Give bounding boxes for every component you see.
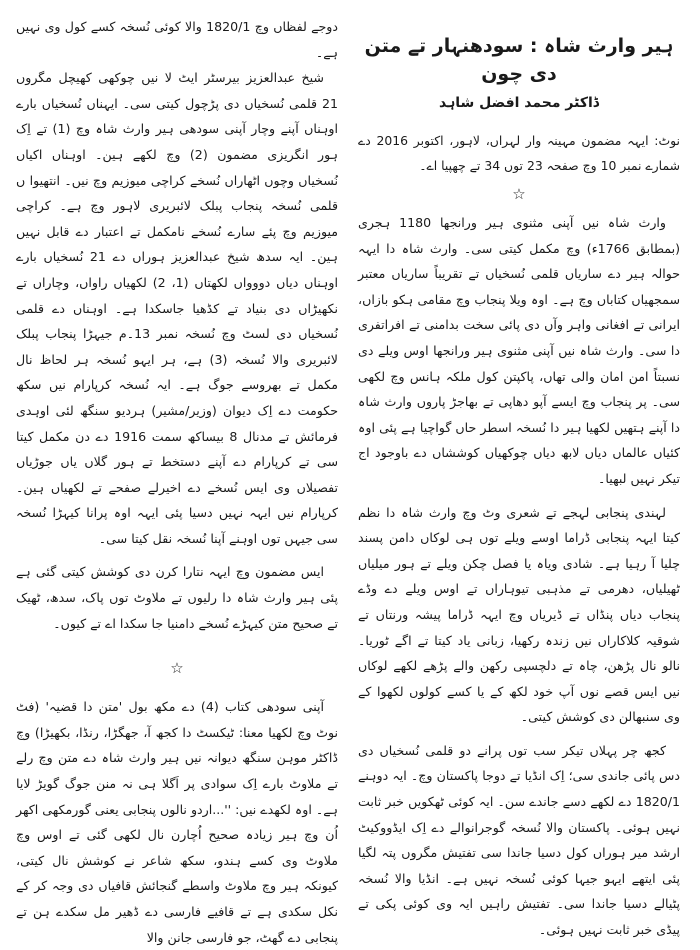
section-divider-star-icon: ☆ [512, 185, 526, 203]
paragraph: لہندی پنجابی لہجے تے شعری وٹ وچ وارث شاہ دا نظم کیتا ایہہ پنجابی ڈراما اوسے ویلے توں ہی لوکاں دامن پسند چلیا آ رہیا ہے۔ شادی ویاہ یا فصل چکن ویلے تے ہور میلیاں ٹھیلیاں، دھرمی تے مذہبی تیوہاراں تے اوس ویلے دے وڈے پنجاب دیاں پنڈاں تے ڈیریاں وچ ایہہ ڈراما پیشہ ورنتاں تے شوقیہ کلاکاراں نیں زندہ رکھیا، زبانی یاد کیتا تے اگے ٹوریا۔ نالو نال پڑھن، چاہ تے دلچسپی رکھن والے پڑھے لکھے لوکاں نیں ایس قصے نوں آپ خود لکھ کے یا کسے کولوں لکھوا کے وی سنبھالن دی کوشش کیتی۔ [358, 504, 680, 725]
right-column [358, 14, 680, 943]
publication-note: نوٹ: ایہہ مضمون مہینہ وار لہراں، لاہور، اکتوبر 2016 دے شمارے نمبر 10 وچ صفحہ 23 توں 34 تے چھپیا اے۔ [358, 133, 680, 173]
paragraph: شیخ عبدالعزیز بیرسٹر ایٹ لا نیں چوکھی کھیچل مگروں 21 قلمی نُسخیاں دی پڑچول کیتی سی۔ ایہناں نُسخیاں بارے اوہناں آپنے وچار آپنی سودھی ہیر وارث شاہ وچ (1) تے اِک ہور انگریزی مضمون (2) وچ لکھے ہین۔ اوہناں اکیاں نُسخیاں وچوں اٹھاراں نُسخے کراچی میوزیم وچ نیں۔ انتھیوا ں قلمی نُسخہ پنجاب پبلک لائبریری لاہور وچ ہے۔ کراچی میوزیم وچ پئے سارے نُسخے نامکمل تے اعتبار دے قابل نہیں ہین۔ ایہ سدھ شیخ عبدالعزیز ہوراں دے 21 نُسخیاں بارے اوہناں دیاں دووواں لکھتاں (1، 2) لکھیاں راواں، وچاراں تے نکھیڑاں دی بنیاد تے کڈھیا جاسکدا ہے۔ اوہناں دے قلمی نُسخیاں دی لسٹ وچ نُسخہ نمبر 13۔م جیہڑا پنجاب پبلک لائبریری والا نُسخہ (3) ہے، ہر ایہو نُسخہ ہر لحاظ نال مکمل تے بھروسے جوگ ہے۔ ایہ نُسخہ کرپارام نیں سکھ حکومت دے اِک دیوان (وزیر/مشیر) ہردیو سنگھ لئی اوہدی فرمائش تے مدنال 8 بیساکھ سمت 1916 دے دن مکمل کیتا سی تے کرپارام دے آپنے دستخط تے ہور گلاں یاں جوڑیاں تفصیلاں وی ایس نُسخے دے اخیرلے صفحے تے لکھیاں ہین۔ کرپارام نیں ایہہ نہیں دسیا پئی ایہہ اوہ پرانا کیہڑا نُسخہ سی جیہں توں اوہنے آپنا نُسخہ نقل کیتا سی۔ [16, 70, 338, 546]
left-column [16, 14, 338, 950]
paragraph: دوجے لفظاں وچ 1820/1 والا کوئی نُسخہ کسے کول وی نہیں ہے۔ [16, 19, 338, 60]
section-divider-star-icon: ☆ [170, 659, 184, 678]
article-title: ہیر وارث شاہ : سودھنہار تے متن دی چون [364, 35, 674, 85]
paragraph: وارث شاہ نیں آپنی مثنوی ہیر ورانجھا 1180 ہجری (بمطابق 1766ء) وچ مکمل کیتی سی۔ وارث شاہ دا ایہہ حوالہ ہیر دے ساریاں قلمی نُسخیاں تے تقریباً ساریاں معتبر سمجھیاں کتاباں وچ ہے۔ اوہ ویلا پنجاب وچ مقامی ہکو بازاں، ایرانی تے افغانی واہر وآں دی پائی سخت بدامنی تے افراتفری دا سی۔ وارث شاہ نیں آپنی مثنوی ہیر ورانجھا اوس ویلے دی نسبتاً امن امان والی تھاں، پاکپتن کول ملکہ ہانس وچ لکھی سی۔ پر پنجاب وچ ایسے آپو دھاپی تے بھاجڑ پاروں وارث شاہ دا آپنے ہتھیں لکھیا ہیر دا نُسخہ اسطر حاں گواچیا ہے پئی اوہ کئیاں عالماں دیاں لابھ دیاں چوکھیاں کوششاں دے باوجود اج تیکر نہیں لبھیا۔ [358, 215, 680, 486]
article-author: ڈاکٹر محمد افضل شاہد [438, 95, 600, 111]
paragraph: کجھ چر پہلاں تیکر سب توں پرانے دو قلمی نُسخیاں دی دس پائی جاندی سی؛ اِک انڈیا تے دوجا پاکستان وچ۔ ایہ دوہنے 1820/1 دے لکھے دسے جاندے سن۔ ایہ کوئی ٹھکویں خبر ثابت نہیں ہوئی۔ پاکستان والا نُسخہ گوجرانوالے دے اِک ایڈووکیٹ ارشد میر ہوراں کول دسیا جاندا سی تفتیش مگروں پتہ لگیا پئی ایتھے ایہو جیہا کوئی نُسخہ نہیں ہے۔ انڈیا والا نُسخہ پٹیالے دسیا جاندا سی۔ تفتیش راہیں ایہ وی کوئی پکی تے پیڈی خبر ثابت نہیں ہوئی۔ [358, 742, 680, 938]
paragraph: آپنی سودھی کتاب (4) دے مکھ بول 'متن دا قضیہ' (فٹ نوٹ وچ لکھیا معنا: ٹیکسٹ دا کجھ آ، جھگڑا، رنڈا، بکھیڑا) وچ ڈاکٹر موہن سنگھ دیوانہ نیں ہیر وارث شاہ دے متن وچ رلے تے ملاوٹ بارے اِک سوادی پر اَگلا ہی نہ منن جوگ گویڑ لایا ہے۔ اوہ لکھدے نیں: ''...اردو نالوں پنجابی یعنی گورمکھی اکھر اُن وچ ہیر زیادہ صحیح اُچارن نال لکھی گئی تے اوس وچ ملاوٹ وی کسے ہندو، سکھ شاعر نے کوشش نال کیتی، کیونکہ ہیر وچ ملاوٹ واسطے گنجائش قافیاں دی وجہ کر کے نکل سکدی ہے تے قافیے فارسی دے ڈھیر مل سکدے ہن تے پنجابی دے گھٹ، جو فارسی جانن والا [16, 699, 338, 945]
paragraph: ایس مضمون وچ ایہہ نتارا کرن دی کوشش کیتی گئی ہے پئی ہیر وارث شاہ دا رلیوں تے ملاوٹ توں پاک، سدھ، ٹھیک تے صحیح متن کیہڑے نُسخے دامنیا جا سکدا اے تے کیوں۔ [16, 564, 338, 631]
